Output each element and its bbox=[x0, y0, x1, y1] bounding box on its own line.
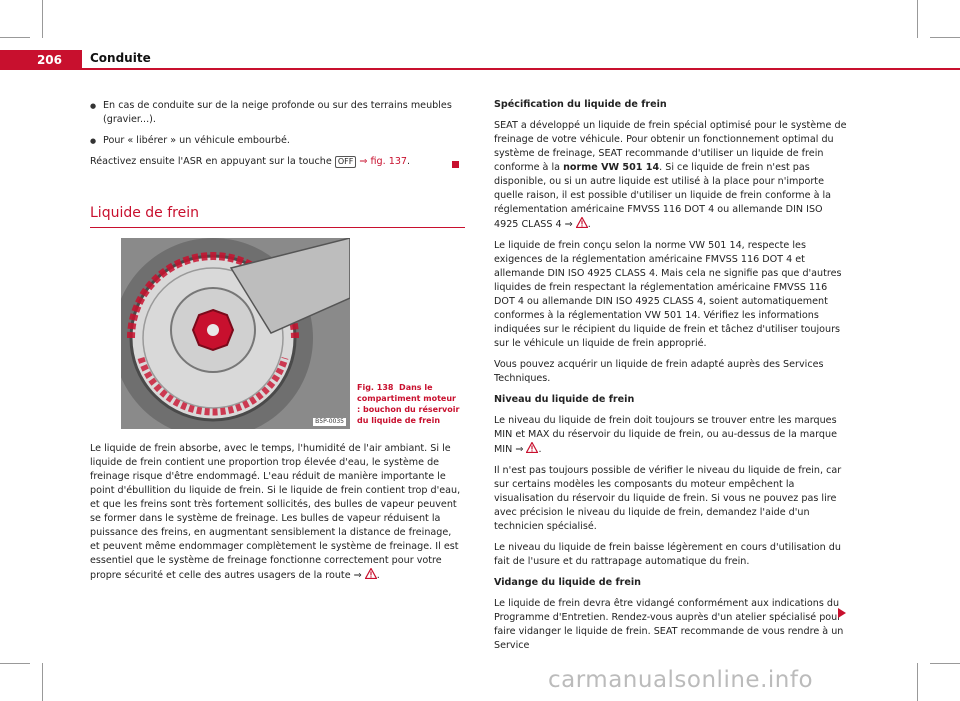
list-item: ● Pour « libérer » un véhicule embourbé. bbox=[90, 134, 462, 148]
section-end-marker bbox=[452, 161, 459, 168]
spec-text-a: SEAT a développé un liquide de frein spécial optimisé pour le système de freinage de votre véhicule. Pour obtenir un fonctionnement optimal du système de freinage, SEAT recommande d'utiliser un liquide de frein conforme à la bbox=[494, 120, 847, 173]
level-paragraph-1: Le niveau du liquide de frein doit toujours se trouver entre les marques MIN et MAX du réservoir du liquide de frein, ou au-dessus de la marque MIN ⇒ . bbox=[494, 415, 837, 455]
warning-icon[interactable] bbox=[526, 442, 538, 453]
spec-paragraph-3: Vous pouvez acquérir un liquide de frein adapté auprès des Services Techniques. bbox=[494, 359, 824, 384]
page-title: Conduite bbox=[90, 51, 151, 65]
section-rule bbox=[90, 227, 465, 228]
warning-icon[interactable] bbox=[365, 568, 377, 579]
reactivate-text: Réactivez ensuite l'ASR en appuyant sur la touche bbox=[90, 156, 332, 167]
crop-mark bbox=[0, 663, 30, 664]
watermark: carmanualsonline.info bbox=[548, 667, 814, 693]
spec-norm: norme VW 501 14 bbox=[563, 162, 660, 173]
drain-paragraph-1: Le liquide de frein devra être vidangé conformément aux indications du Programme d'Entretien. Rendez-vous auprès d'un atelier spécialisé pour faire vidanger le liquide de frein. SEAT recommande de vous rendre à un Service bbox=[494, 598, 844, 651]
asr-off-key bbox=[335, 156, 357, 168]
spec-paragraph-1: SEAT a développé un liquide de frein spécial optimisé pour le système de freinage de votre véhicule. Pour obtenir un fonctionnement optimal du système de freinage, SEAT recommande d'utiliser un liquide de frein conforme à la norme VW 501 14. Si ce liquide de frein n'est pas disponible, ou si un autre liquide est utilisé à la place pour n'importe quelle raison, il est possible d'utiliser un liquide de frein conforme à la réglementation américaine FMVSS 116 DOT 4 ou allemande DIN ISO 4925 CLASS 4 ⇒ . bbox=[494, 120, 847, 230]
continue-arrow-icon bbox=[838, 608, 846, 618]
spec-paragraph-2: Le liquide de frein conçu selon la norme VW 501 14, respecte les exigences de la réglementation américaine FMVSS 116 DOT 4 et allemande DIN ISO 4925 CLASS 4. Mais cela ne signifie pas que d'autres liquides de frein respectant la réglementation américaine FMVSS 116 DOT 4 ou allemande DIN ISO 4925 CLASS 4, soient automatiquement conformes à la réglementation VW 501 14. Vérifiez les informations indiquées sur le récipient du liquide de frein et tâchez d'utiliser toujours sur le véhicule un liquide de frein approprié. bbox=[494, 240, 842, 349]
figure-caption-text: Dans le compartiment moteur : bouchon du réservoir du liquide de frein bbox=[357, 383, 460, 425]
crop-mark bbox=[42, 663, 43, 701]
spec-heading: Spécification du liquide de frein bbox=[494, 99, 667, 110]
brake-fluid-intro: Le liquide de frein absorbe, avec le temps, l'humidité de l'air ambiant. Si le liquide de frein contient une proportion trop élevée d'eau, le système de freinage risque d'être endommagé. L'eau réduit de manière importante le point d'ébullition du liquide de frein. Si le liquide de frein contient trop d'eau, et que les freins sont très fortement sollicités, des bulles de vapeur peuvent se former dans le système de freinage. Les bulles de vapeur réduisent la puissance des freins, en augmentant sensiblement la distance de freinage, et peuvent même endommager complètement le système de freinage. Il est essentiel que le système de freinage fonctionne correctement pour votre propre sécurité et celle des autres usagers de la route ⇒ . bbox=[90, 443, 461, 581]
crop-mark bbox=[930, 37, 960, 38]
crop-mark bbox=[917, 0, 918, 38]
crop-mark bbox=[42, 0, 43, 38]
list-item: ● En cas de conduite sur de la neige profonde ou sur des terrains meubles (gravier...). bbox=[90, 99, 462, 127]
left-column-body bbox=[90, 442, 462, 590]
crop-mark bbox=[0, 37, 30, 38]
header-rule bbox=[82, 68, 960, 70]
page-number-tab bbox=[0, 50, 82, 70]
right-column bbox=[494, 98, 850, 660]
level-text: Le niveau du liquide de frein doit toujours se trouver entre les marques MIN et MAX du réservoir du liquide de frein, ou au-dessus de la marque MIN ⇒ bbox=[494, 415, 837, 455]
spec-text-b: . Si ce liquide de frein n'est pas disponible, ou si un autre liquide est utilisé à la place pour n'importe quelle raison, il est possible d'utiliser un liquide de frein conforme à la réglementation américaine FMVSS 116 DOT 4 ou allemande DIN ISO 4925 CLASS 4 ⇒ bbox=[494, 162, 832, 230]
warning-icon[interactable] bbox=[576, 217, 588, 228]
figure-caption-label: Fig. 138 bbox=[357, 383, 394, 392]
drain-heading: Vidange du liquide de frein bbox=[494, 577, 641, 588]
level-paragraph-2: Il n'est pas toujours possible de vérifier le niveau du liquide de frein, car sur certains modèles les composants du moteur empêchent la visualisation du réservoir du liquide de frein. Si vous ne pouvez pas lire avec précision le niveau du liquide de frein, demandez l'aide d'un technicien spécialisé. bbox=[494, 465, 842, 532]
key-label: OFF bbox=[337, 157, 354, 166]
crop-mark bbox=[930, 663, 960, 664]
level-heading: Niveau du liquide de frein bbox=[494, 394, 635, 405]
figure-code: B5P-0035 bbox=[315, 418, 344, 425]
level-paragraph-3: Le niveau du liquide de frein baisse légèrement en cours d'utilisation du fait de l'usure et du rattrapage automatique du frein. bbox=[494, 542, 841, 567]
left-column-top bbox=[90, 99, 462, 176]
brake-cap-illustration bbox=[121, 238, 350, 429]
section-title: Liquide de frein bbox=[90, 205, 199, 221]
fig-137-link[interactable]: ⇒ fig. 137 bbox=[359, 156, 408, 167]
reactivate-paragraph: Réactivez ensuite l'ASR en appuyant sur la touche OFF ⇒ fig. 137. bbox=[90, 156, 411, 167]
page-number: 206 bbox=[36, 53, 62, 67]
crop-mark bbox=[917, 663, 918, 701]
figure-caption bbox=[357, 382, 461, 426]
brake-fluid-cap-figure bbox=[121, 238, 350, 429]
body-text: Le liquide de frein absorbe, avec le temps, l'humidité de l'air ambiant. Si le liquide de frein contient une proportion trop élevée d'eau, le système de freinage risque d'être endommagé. L'eau réduit de manière importante le point d'ébullition du liquide de frein. Si le liquide de frein contient trop d'eau, et que les freins sont très fortement sollicités, des bulles de vapeur peuvent se former dans le système de freinage. Les bulles de vapeur réduisent la puissance des freins, en augmentant sensiblement la distance de freinage, et peuvent même endommager complètement le système de freinage. Il est essentiel que le système de freinage fonctionne correctement pour votre propre sécurité et celle des autres usagers de la route ⇒ bbox=[90, 443, 461, 581]
